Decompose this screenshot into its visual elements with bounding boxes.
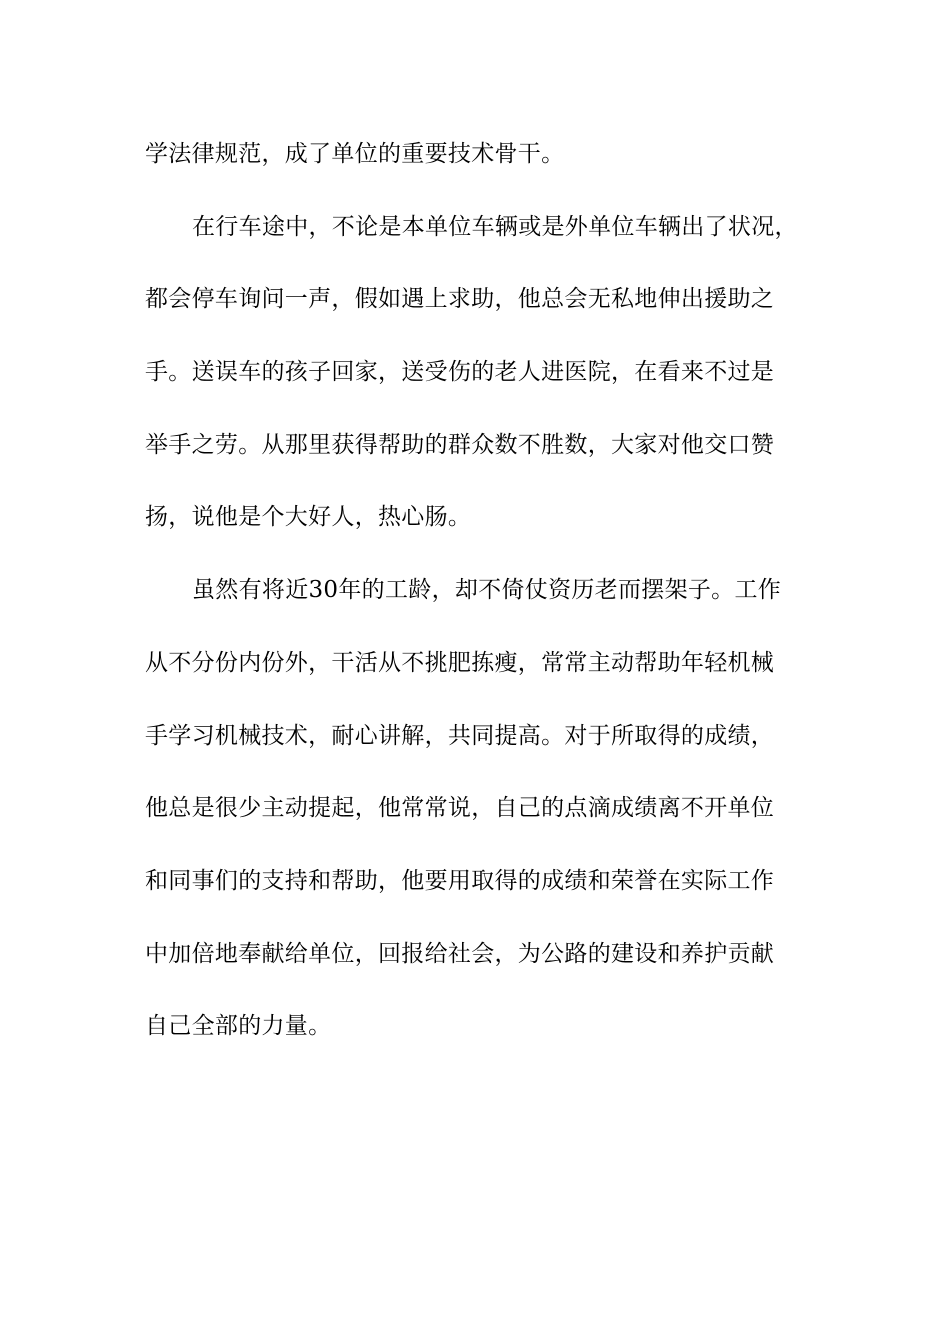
- text-line: 扬，说他是个大好人，热心肠。: [145, 504, 472, 531]
- text-line: 和同事们的支持和帮助，他要用取得的成绩和荣誉在实际工作: [145, 867, 775, 894]
- text-line: 中加倍地奉献给单位，回报给社会，为公路的建设和养护贡献: [145, 940, 775, 967]
- text-line: 都会停车询问一声，假如遇上求助，他总会无私地伸出援助之: [145, 286, 775, 313]
- text-line: 自己全部的力量。: [145, 1013, 332, 1040]
- body-text: [145, 128, 835, 1073]
- text-line: 手。送误车的孩子回家，送受伤的老人进医院，在看来不过是: [145, 359, 775, 386]
- text-line: 他总是很少主动提起，他常常说，自己的点滴成绩离不开单位: [145, 795, 775, 822]
- text-line: 手学习机械技术，耐心讲解，共同提高。对于所取得的成绩，: [145, 722, 775, 749]
- paragraph-start-line: 在行车途中，不论是本单位车辆或是外单位车辆出了状况，: [192, 213, 798, 240]
- text-line: 举手之劳。从那里获得帮助的群众数不胜数，大家对他交口赞: [145, 431, 775, 458]
- text-line: 学法律规范，成了单位的重要技术骨干。: [145, 141, 565, 167]
- paragraph-start-line: 虽然有将近30年的工龄，却不倚仗资历老而摆架子。工作: [192, 577, 782, 604]
- text-line: 从不分份内份外，干活从不挑肥拣瘦，常常主动帮助年轻机械: [145, 649, 775, 676]
